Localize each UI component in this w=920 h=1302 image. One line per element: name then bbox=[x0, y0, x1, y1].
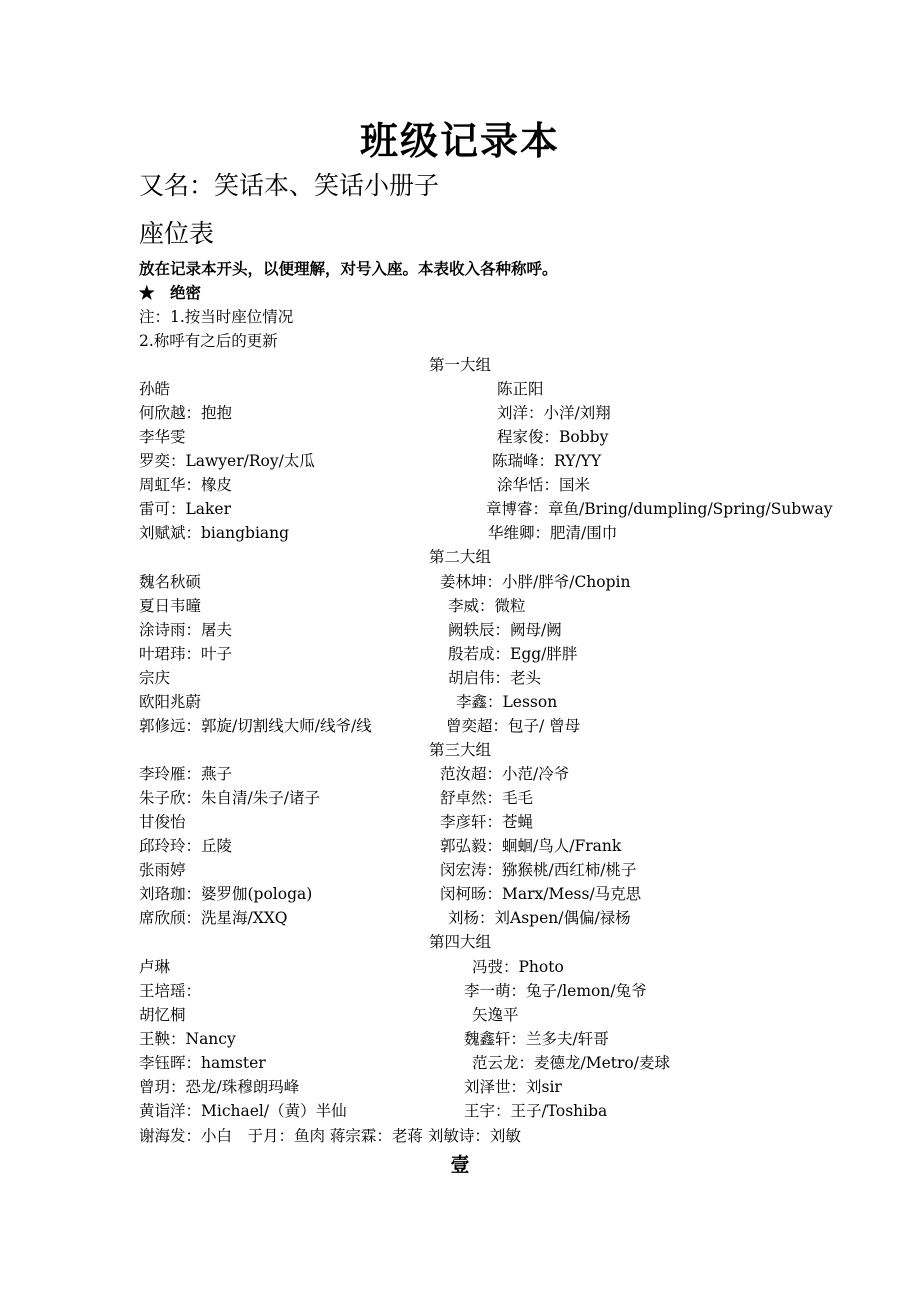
seat-right: 陈瑞峰：RY/YY bbox=[492, 452, 602, 470]
group-heading: 第一大组 bbox=[428, 356, 491, 374]
seat-right: 冯弢：Photo bbox=[472, 958, 564, 976]
seat-left: 魏名秋硕 bbox=[139, 573, 202, 591]
seat-left: 周虹华：橡皮 bbox=[139, 476, 233, 494]
page-number: 壹 bbox=[450, 1154, 470, 1176]
seat-right: 矢逸平 bbox=[472, 1006, 519, 1024]
document-subtitle: 又名：笑话本、笑话小册子 bbox=[139, 171, 440, 200]
seat-left: 罗奕：Lawyer/Roy/太瓜 bbox=[139, 452, 315, 470]
seat-left: 黄诣洋：Michael/（黄）半仙 bbox=[139, 1102, 347, 1120]
seat-left: 刘赋斌：biangbiang bbox=[139, 524, 290, 542]
seat-left: 夏日韦曈 bbox=[139, 597, 202, 615]
seat-right: 闵柯旸：Marx/Mess/马克思 bbox=[440, 885, 642, 903]
seat-left: 朱子欣：朱自清/朱子/诸子 bbox=[139, 789, 320, 807]
seat-right: 程家俊：Bobby bbox=[497, 428, 609, 446]
seat-left: 胡忆桐 bbox=[139, 1006, 186, 1024]
seat-left: 李华雯 bbox=[139, 428, 186, 446]
seat-left: 甘俊怡 bbox=[139, 813, 186, 831]
seat-right: 刘洋：小洋/刘翔 bbox=[497, 404, 611, 422]
seat-left: 席欣颀：洗星海/XXQ bbox=[139, 909, 288, 927]
seat-right: 魏鑫轩：兰多夫/轩哥 bbox=[464, 1030, 609, 1048]
seat-right: 闵宏涛：猕猴桃/西红柿/桃子 bbox=[440, 861, 637, 879]
seat-right: 阙轶辰：阙母/阙 bbox=[448, 621, 562, 639]
group-heading: 第四大组 bbox=[428, 933, 491, 951]
seat-left: 郭修远：郭旋/切割线大师/线爷/线 bbox=[139, 717, 372, 735]
seat-left: 王培瑶： bbox=[139, 982, 202, 1000]
note-1: 注：1.按当时座位情况 bbox=[139, 308, 294, 326]
seat-right: 郭弘毅：蛔蛔/鸟人/Frank bbox=[440, 837, 622, 855]
seat-left: 李钰晖：hamster bbox=[139, 1054, 266, 1072]
secret-label: ★ 绝密 bbox=[139, 283, 202, 302]
seat-left: 卢琳 bbox=[139, 958, 171, 976]
seat-left: 涂诗雨：屠夫 bbox=[139, 621, 233, 639]
seat-right: 胡启伟：老头 bbox=[448, 669, 542, 687]
group-heading: 第二大组 bbox=[428, 548, 491, 566]
seat-right: 华维卿：肥清/围巾 bbox=[488, 524, 618, 542]
seat-right: 曾奕超：包子/ 曾母 bbox=[446, 717, 581, 735]
section-heading: 座位表 bbox=[139, 219, 215, 248]
seat-right: 王宇：王子/Toshiba bbox=[464, 1102, 608, 1120]
seat-left: 邱玲玲：丘陵 bbox=[139, 837, 233, 855]
seat-right: 涂华恬：国米 bbox=[497, 476, 591, 494]
seat-right: 李威：微粒 bbox=[448, 597, 526, 615]
seat-left: 宗庆 bbox=[139, 669, 171, 687]
group-heading: 第三大组 bbox=[428, 741, 491, 759]
intro-text: 放在记录本开头，以便理解，对号入座。本表收入各种称呼。 bbox=[139, 259, 558, 278]
seat-left: 曾玥：恐龙/珠穆朗玛峰 bbox=[139, 1078, 300, 1096]
seat-left: 欧阳兆蔚 bbox=[139, 693, 202, 711]
seat-right: 陈正阳 bbox=[497, 380, 544, 398]
seat-left: 孙皓 bbox=[139, 380, 171, 398]
note-2: 2.称呼有之后的更新 bbox=[139, 332, 278, 350]
seat-right: 姜林坤：小胖/胖爷/Chopin bbox=[440, 573, 631, 591]
seat-left: 张雨婷 bbox=[139, 861, 186, 879]
seat-right: 刘杨：刘Aspen/偶偏/禄杨 bbox=[448, 909, 631, 927]
seat-left: 王鞅：Nancy bbox=[139, 1030, 236, 1048]
seat-right: 范云龙：麦德龙/Metro/麦球 bbox=[472, 1054, 670, 1072]
seat-right: 李彦轩：苍蝇 bbox=[440, 813, 534, 831]
seat-right: 李一萌：兔子/lemon/兔爷 bbox=[464, 982, 647, 1000]
last-row-names: 谢海发：小白 于月：鱼肉 蒋宗霖：老蒋 刘敏诗：刘敏 bbox=[139, 1127, 521, 1145]
seat-right: 殷若成：Egg/胖胖 bbox=[448, 645, 578, 663]
seat-left: 刘珞珈：婆罗伽(pologa) bbox=[139, 885, 313, 903]
seat-right: 章博睿：章鱼/Bring/dumpling/Spring/Subway bbox=[486, 500, 833, 518]
seat-right: 刘泽世：刘sir bbox=[464, 1078, 562, 1096]
seat-left: 雷可：Laker bbox=[139, 500, 232, 518]
seat-left: 何欣越：抱抱 bbox=[139, 404, 233, 422]
seat-right: 范汝超：小范/冷爷 bbox=[440, 765, 570, 783]
seat-left: 李玲雁：燕子 bbox=[139, 765, 233, 783]
document-title: 班级记录本 bbox=[359, 118, 560, 163]
seat-left: 叶珺玮：叶子 bbox=[139, 645, 233, 663]
seat-right: 李鑫：Lesson bbox=[456, 693, 558, 711]
seat-right: 舒卓然：毛毛 bbox=[440, 789, 534, 807]
